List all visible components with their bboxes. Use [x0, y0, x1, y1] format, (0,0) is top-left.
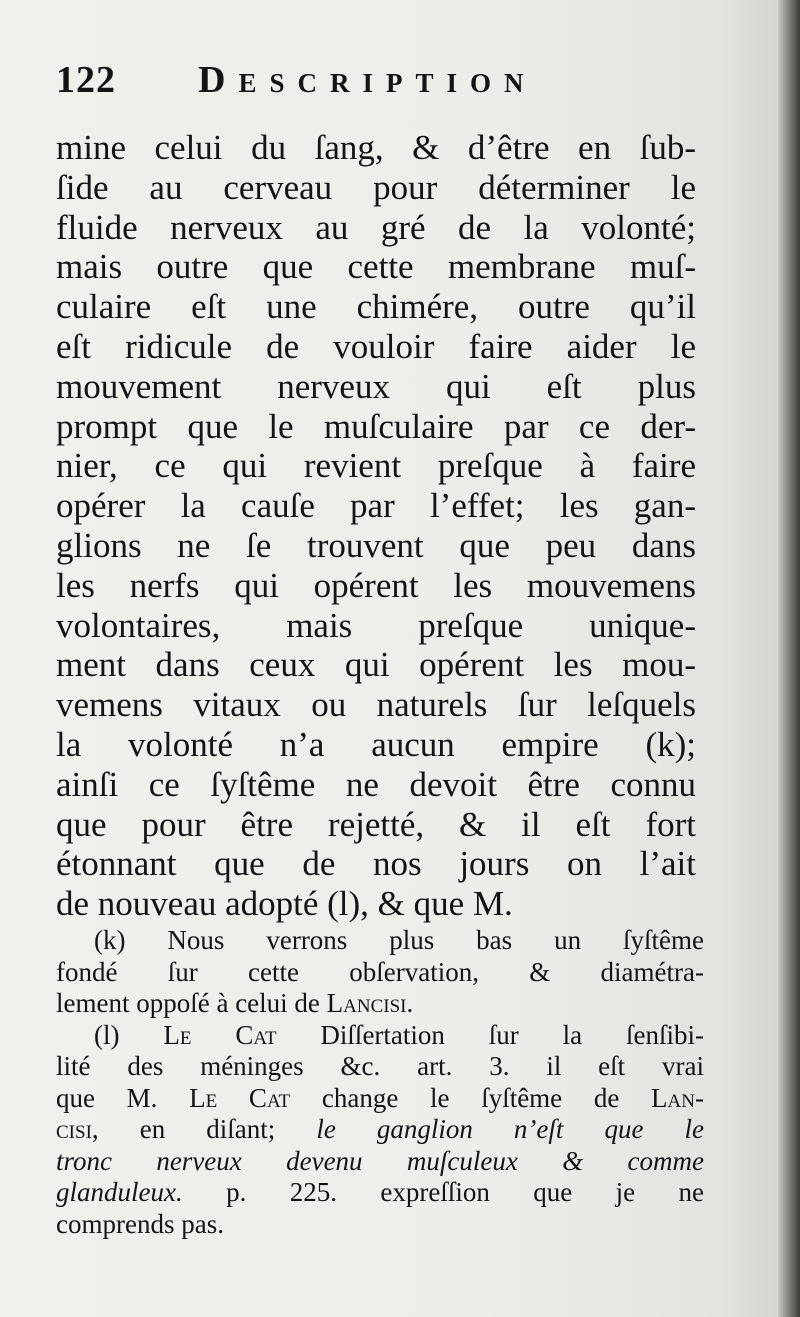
text-line: opérer la cauſe par l’effet; les gan-: [56, 486, 696, 526]
text-line: culaire eſt une chimére, outre qu’il: [56, 287, 696, 327]
text-line: mouvement nerveux qui eſt plus: [56, 366, 696, 406]
author-name-lancisi: cisi: [56, 1114, 92, 1144]
footnote-l-line: [56, 1177, 704, 1209]
footnote-l-quote: glanduleux.: [56, 1177, 183, 1207]
text-line: eſt ridicule de vouloir faire aider le: [56, 326, 696, 366]
text-line: nier, ce qui revient preſque à faire: [56, 446, 696, 486]
text-line: les nerfs qui opérent les mouvemens: [56, 565, 696, 605]
text-line: mine celui du ſang, & d’être en ſub-: [56, 128, 696, 167]
footnote-l-marker: (l): [94, 1019, 164, 1050]
text-line: de nouveau adopté (l), & que M.: [56, 884, 513, 924]
footnote-l-text: que M.: [56, 1082, 190, 1113]
footnote-k-text: lement oppoſé à celui de: [56, 988, 327, 1018]
text-line: prompt que le muſculaire par ce der-: [56, 406, 696, 446]
body-text: [56, 128, 696, 924]
footnote-l-text: , en diſant;: [91, 1114, 317, 1144]
author-name-lancisi: Lan-: [651, 1082, 704, 1113]
author-name-lancisi: Lancisi: [326, 988, 407, 1018]
footnote-l-text: Diſſertation ſur la ſenſibi-: [276, 1019, 704, 1050]
running-title: Description: [198, 59, 537, 101]
footnote-l-quote: tronc nerveux devenu muſculeux & comme: [56, 1145, 704, 1176]
footnote-k-end: .: [406, 988, 414, 1018]
text-line: étonnant que de nos jours on l’ait: [56, 844, 696, 884]
text-line: glions ne ſe trouvent que peu dans: [56, 525, 696, 565]
footnote-l-line: lité des méninges &c. art. 3. il eſt vrai: [56, 1051, 704, 1081]
footnote-k-line: [56, 988, 704, 1020]
text-line: la volonté n’a aucun empire (k);: [56, 724, 696, 764]
footnote-l-line: [56, 1114, 704, 1146]
text-line: fluide nerveux au gré de la volonté;: [56, 207, 696, 247]
text-line: vemens vitaux ou naturels ſur leſquels: [56, 685, 696, 725]
text-line: volontaires, mais preſque unique-: [56, 605, 696, 645]
text-line: que pour être rejetté, & il eſt fort: [56, 804, 696, 844]
page-header: [56, 58, 616, 108]
footnote-l-line: [56, 1146, 704, 1178]
page-number: 122: [56, 59, 116, 101]
text-line: ainſi ce ſyſtême ne devoit être connu: [56, 764, 696, 804]
footnote-l-text: p. 225. expreſſion que je ne: [182, 1177, 704, 1207]
text-line: mais outre que cette membrane muſ-: [56, 247, 696, 287]
footnote-l-text: change le ſyſtême de: [290, 1082, 652, 1113]
footnote-l-line: comprends pas.: [56, 1208, 224, 1239]
footnote-l-line: [56, 1020, 704, 1052]
text-line: ſide au cerveau pour déterminer le: [56, 167, 696, 207]
footnotes: [56, 925, 704, 1240]
footnote-k-line: (k) Nous verrons plus bas un ſyſtême: [94, 925, 704, 955]
footnote-l-quote: le ganglion n’eſt que le: [316, 1114, 704, 1144]
text-line: ment dans ceux qui opérent les mou-: [56, 645, 696, 685]
book-spine-shadow: [778, 0, 800, 1317]
author-name-le-cat: Le Cat: [189, 1082, 291, 1113]
footnote-k-line: fondé ſur cette obſervation, & diamétra-: [56, 956, 704, 987]
footnote-l-line: [56, 1083, 704, 1115]
author-name-le-cat: Le Cat: [163, 1019, 277, 1050]
